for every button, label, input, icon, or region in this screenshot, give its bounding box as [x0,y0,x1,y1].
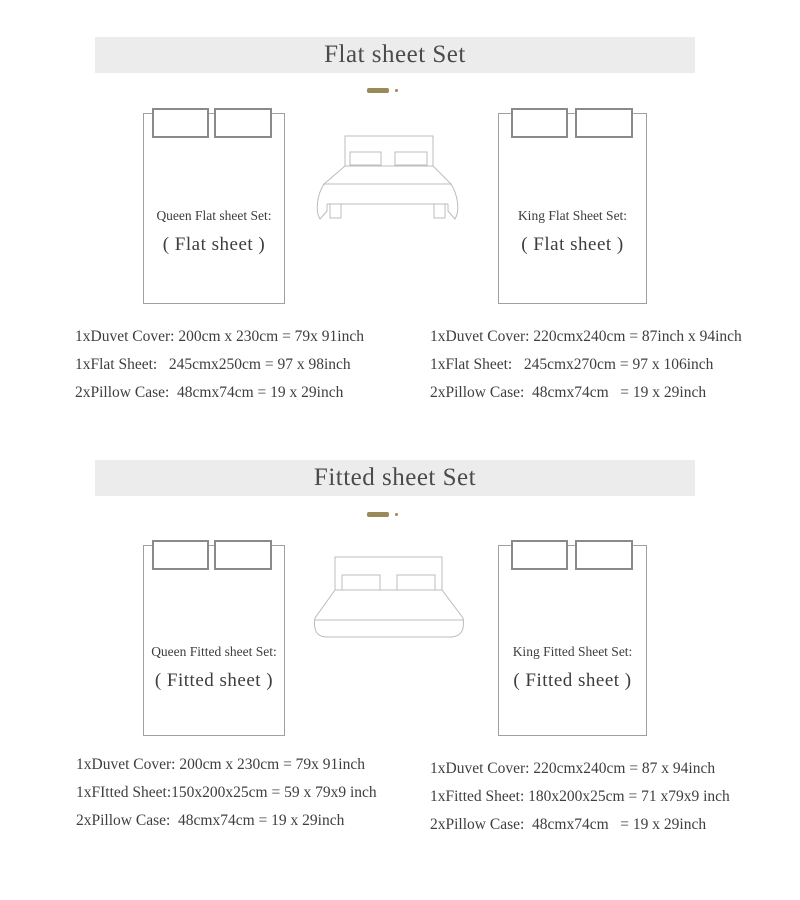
divider-dash [367,88,389,93]
diagram-sublabel: ( Fitted sheet ) [513,670,632,691]
diagram-label: Queen Fitted sheet Set: [151,644,277,659]
spec-line: 1xFlat Sheet: 245cmx270cm = 97 x 106inch [430,356,714,373]
spec-line: 1xDuvet Cover: 200cm x 230cm = 79x 91inch [76,756,365,773]
pillow-icon [214,108,272,138]
section-title: Fitted sheet Set [313,464,477,491]
gold-dash-dot-icon [367,88,398,93]
flat-sheet-bed-icon [300,123,490,243]
divider-dot [395,89,398,92]
pillow-icon [511,108,568,138]
flat-sheet-title-band [95,37,695,73]
pillow-icon [214,540,272,570]
divider-dash [367,512,389,517]
king-flat-sheet-diagram [498,113,647,304]
pillow-icon [152,108,209,138]
diagram-sublabel: ( Flat sheet ) [521,234,624,255]
gold-dash-dot-icon [367,512,398,517]
fitted-sheet-bed-icon [300,545,490,665]
fitted-sheet-title-band [95,460,695,496]
spec-line: 2xPillow Case: 48cmx74cm = 19 x 29inch [430,384,707,401]
queen-flat-sheet-diagram [143,113,285,304]
diagram-label: King Flat Sheet Set: [517,208,628,223]
spec-line: 1xFItted Sheet:150x200x25cm = 59 x 79x9 inch [76,784,377,801]
pillow-icon [152,540,209,570]
king-fitted-sheet-diagram [498,545,647,736]
section-title: Flat sheet Set [324,41,466,68]
diagram-sublabel: ( Flat sheet ) [162,234,266,255]
spec-line: 2xPillow Case: 48cmx74cm = 19 x 29inch [430,816,707,833]
queen-fitted-specs [76,751,377,835]
king-fitted-specs [430,755,730,839]
diagram-label: Queen Flat sheet Set: [156,208,272,223]
spec-line: 1xDuvet Cover: 220cmx240cm = 87inch x 94inch [430,328,742,345]
divider-dot [395,513,398,516]
pillow-icon [575,108,633,138]
king-flat-specs [430,323,742,407]
spec-line: 1xDuvet Cover: 200cm x 230cm = 79x 91inch [75,328,364,345]
spec-line: 2xPillow Case: 48cmx74cm = 19 x 29inch [75,384,344,401]
queen-flat-specs [75,323,364,407]
spec-line: 1xFitted Sheet: 180x200x25cm = 71 x79x9 inch [430,788,730,805]
queen-fitted-sheet-diagram [143,545,285,736]
diagram-sublabel: ( Fitted sheet ) [154,670,274,691]
pillow-icon [511,540,568,570]
spec-line: 2xPillow Case: 48cmx74cm = 19 x 29inch [76,812,345,829]
spec-line: 1xDuvet Cover: 220cmx240cm = 87 x 94inch [430,760,716,777]
diagram-label: King Fitted Sheet Set: [512,644,633,659]
pillow-icon [575,540,633,570]
spec-line: 1xFlat Sheet: 245cmx250cm = 97 x 98inch [75,356,351,373]
